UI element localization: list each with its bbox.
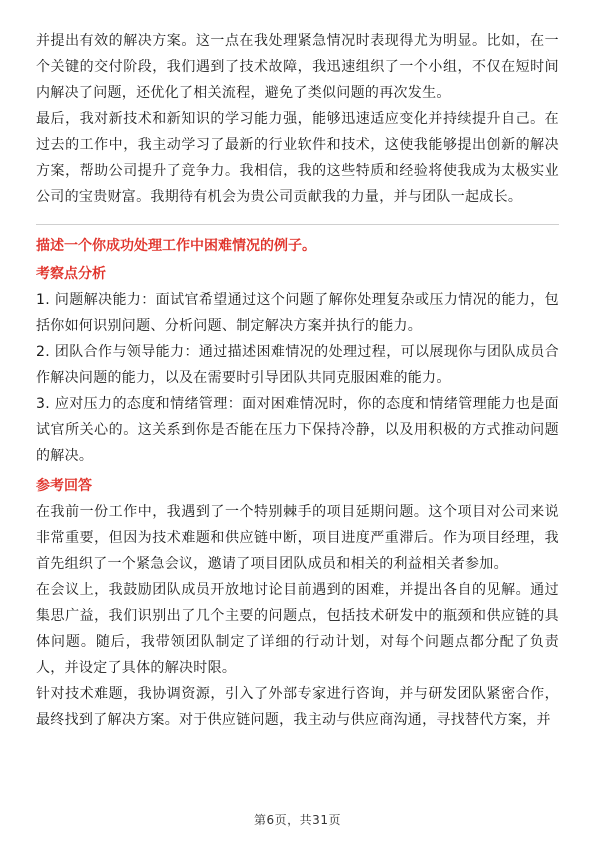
answer-paragraph: 在会议上，我鼓励团队成员开放地讨论目前遇到的困难，并提出各自的见解。通过集思广益，我们识别出了几个主要的问题点，包括技术研发中的瓶颈和供应链的具体问题。随后，我带领团队制定了详细的行动计划，对每个问题点都分配了负责人，并设定了具体的解决时限。 <box>36 582 559 676</box>
answer-heading: 参考回答 <box>36 478 92 494</box>
answer-paragraph: 针对技术难题，我协调资源，引入了外部专家进行咨询，并与研发团队紧密合作，最终找到了解决方案。对于供应链问题，我主动与供应商沟通，寻找替代方案，并 <box>36 686 559 728</box>
analysis-item: 1. 问题解决能力：面试官希望通过这个问题了解你处理复杂或压力情况的能力，包括你如何识别问题、分析问题、制定解决方案并执行的能力。 <box>36 292 559 334</box>
document-page <box>36 28 559 733</box>
body-paragraph: 最后，我对新技术和新知识的学习能力强，能够迅速适应变化并持续提升自己。在过去的工作中，我主动学习了最新的行业软件和技术，这使我能够提出创新的解决方案，帮助公司提升了竞争力。我相信，我的这些特质和经验将使我成为太极实业公司的宝贵财富。我期待有机会为贵公司贡献我的力量，并与团队一起成长。 <box>36 111 559 205</box>
question-heading: 描述一个你成功处理工作中困难情况的例子。 <box>36 238 316 254</box>
analysis-heading: 考察点分析 <box>36 266 106 282</box>
answer-paragraph: 在我前一份工作中，我遇到了一个特别棘手的项目延期问题。这个项目对公司来说非常重要，但因为技术难题和供应链中断，项目进度严重滞后。作为项目经理，我首先组织了一个紧急会议，邀请了项目团队成员和相关的利益相关者参加。 <box>36 504 559 572</box>
analysis-list <box>36 287 559 469</box>
answer-body <box>36 499 559 733</box>
analysis-item: 2. 团队合作与领导能力：通过描述困难情况的处理过程，可以展现你与团队成员合作解决问题的能力，以及在需要时引导团队共同克服困难的能力。 <box>36 344 559 386</box>
page-number: 第6页，共31页 <box>254 813 341 827</box>
body-paragraph: 并提出有效的解决方案。这一点在我处理紧急情况时表现得尤为明显。比如，在一个关键的交付阶段，我们遇到了技术故障，我迅速组织了一个小组，不仅在短时间内解决了问题，还优化了相关流程，避免了类似问题的再次发生。 <box>36 33 559 101</box>
analysis-item: 3. 应对压力的态度和情绪管理：面对困难情况时，你的态度和情绪管理能力也是面试官所关心的。这关系到你是否能在压力下保持冷静，以及用积极的方式推动问题的解决。 <box>36 396 559 464</box>
section-divider <box>36 224 559 225</box>
